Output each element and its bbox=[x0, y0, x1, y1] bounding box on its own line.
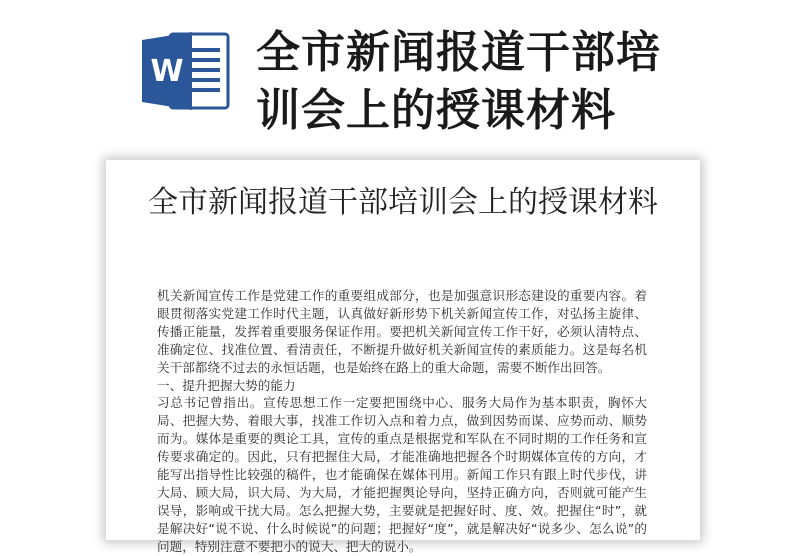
paragraph-intro: 机关新闻宣传工作是党建工作的重要组成部分，也是加强意识形态建设的重要内容。着眼贯彻落实党建工作时代主题，认真做好新形势下机关新闻宣传工作，对弘扬主旋律、传播正能量，发挥着重要服务保证作用。要把机关新闻宣传工作干好，必须认清特点、准确定位、找准位置、看清责任，不断提升做好机关新闻宣传的素质能力。这是每名机关干部都绕不过去的永恒话题，也是始终在路上的重大命题，需要不断作出回答。 bbox=[157, 288, 647, 375]
header bbox=[0, 0, 800, 150]
document-body bbox=[157, 287, 647, 556]
document-title: 全市新闻报道干部培训会上的授课材料 bbox=[148, 185, 658, 220]
section-heading: 一、提升把握大势的能力 bbox=[157, 377, 296, 393]
document-page bbox=[106, 160, 700, 554]
header-title: 全市新闻报道干部培训会上的授课材料 bbox=[256, 27, 661, 136]
paragraph-section-1: 习总书记曾指出。宣传思想工作一定要把围绕中心、服务大局作为基本职责，胸怀大局、把握大势、着眼大事，找准工作切入点和着力点，做到因势而谋、应势而动、顺势而为。媒体是重要的舆论工具，宣传的重点是根据党和军队在不同时期的工作任务和宣传要求确定的。因此，只有把握住大局，才能准确地把握各个时期媒体宣传的方向，才能写出指导性比较强的稿件，也才能确保在媒体刊用。新闻工作只有跟上时代步伐，讲大局、顾大局，识大局、为大局，才能把握舆论导向，坚持正确方向，否则就可能产生误导，影响或干扰大局。怎么把握大势，主要就是把握好时、度、效。把握住“时”，就是解决好“说不说、什么时候说”的问题；把握好“度”，就是解决好“说多少、怎么说”的问题，特别注意不要把小的说大、把大的说小。 bbox=[157, 395, 647, 554]
word-document-icon bbox=[140, 28, 232, 114]
word-icon-letter: W bbox=[150, 54, 184, 89]
